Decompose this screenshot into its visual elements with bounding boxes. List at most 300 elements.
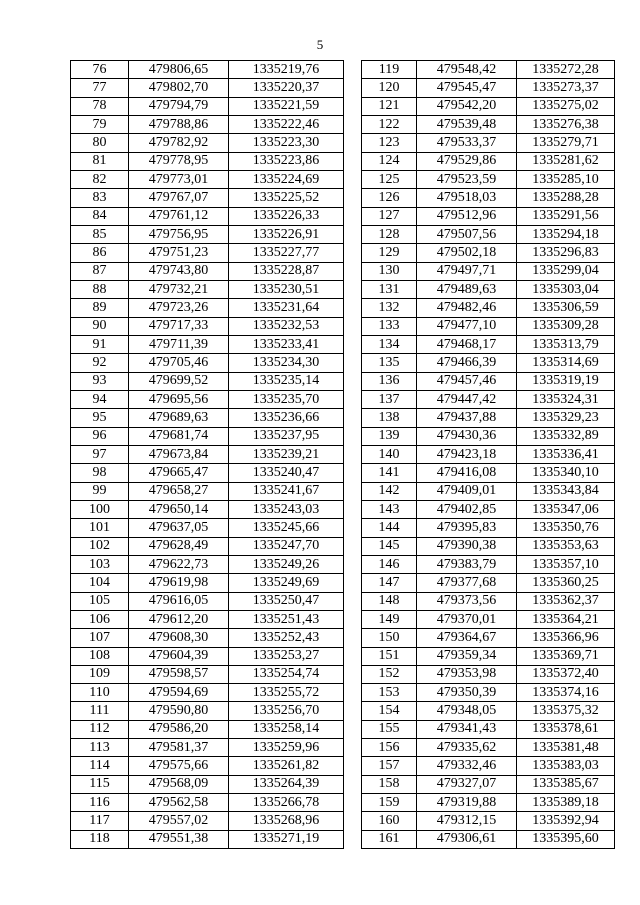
y-coordinate-cell: 1335360,25	[517, 574, 615, 592]
x-coordinate-cell: 479743,80	[129, 262, 229, 280]
point-number-cell: 131	[362, 280, 417, 298]
table-row	[71, 739, 344, 757]
table-row	[71, 115, 344, 133]
x-coordinate-cell: 479767,07	[129, 189, 229, 207]
y-coordinate-cell: 1335256,70	[229, 702, 344, 720]
point-number-cell: 118	[71, 830, 129, 848]
y-coordinate-cell: 1335275,02	[517, 97, 615, 115]
point-number-cell: 91	[71, 335, 129, 353]
point-number-cell: 145	[362, 537, 417, 555]
x-coordinate-cell: 479557,02	[129, 812, 229, 830]
y-coordinate-cell: 1335303,04	[517, 280, 615, 298]
x-coordinate-cell: 479482,46	[417, 299, 517, 317]
point-number-cell: 143	[362, 500, 417, 518]
x-coordinate-cell: 479650,14	[129, 500, 229, 518]
y-coordinate-cell: 1335236,66	[229, 409, 344, 427]
table-row	[362, 592, 615, 610]
y-coordinate-cell: 1335261,82	[229, 757, 344, 775]
table-row	[71, 684, 344, 702]
x-coordinate-cell: 479594,69	[129, 684, 229, 702]
table-row	[362, 244, 615, 262]
point-number-cell: 155	[362, 720, 417, 738]
point-number-cell: 132	[362, 299, 417, 317]
point-number-cell: 120	[362, 79, 417, 97]
table-row	[362, 739, 615, 757]
y-coordinate-cell: 1335231,64	[229, 299, 344, 317]
x-coordinate-cell: 479732,21	[129, 280, 229, 298]
x-coordinate-cell: 479437,88	[417, 409, 517, 427]
y-coordinate-cell: 1335336,41	[517, 445, 615, 463]
y-coordinate-cell: 1335230,51	[229, 280, 344, 298]
point-number-cell: 94	[71, 390, 129, 408]
y-coordinate-cell: 1335222,46	[229, 115, 344, 133]
point-number-cell: 102	[71, 537, 129, 555]
y-coordinate-cell: 1335281,62	[517, 152, 615, 170]
point-number-cell: 81	[71, 152, 129, 170]
y-coordinate-cell: 1335234,30	[229, 354, 344, 372]
table-row	[362, 555, 615, 573]
x-coordinate-cell: 479373,56	[417, 592, 517, 610]
table-row	[362, 464, 615, 482]
y-coordinate-cell: 1335329,23	[517, 409, 615, 427]
y-coordinate-cell: 1335375,32	[517, 702, 615, 720]
point-number-cell: 134	[362, 335, 417, 353]
y-coordinate-cell: 1335249,26	[229, 555, 344, 573]
x-coordinate-cell: 479628,49	[129, 537, 229, 555]
y-coordinate-cell: 1335239,21	[229, 445, 344, 463]
table-row	[362, 647, 615, 665]
y-coordinate-cell: 1335223,86	[229, 152, 344, 170]
point-number-cell: 148	[362, 592, 417, 610]
point-number-cell: 138	[362, 409, 417, 427]
table-row	[71, 830, 344, 848]
y-coordinate-cell: 1335243,03	[229, 500, 344, 518]
x-coordinate-cell: 479637,05	[129, 519, 229, 537]
y-coordinate-cell: 1335249,69	[229, 574, 344, 592]
x-coordinate-cell: 479539,48	[417, 115, 517, 133]
table-row	[362, 372, 615, 390]
table-row	[362, 299, 615, 317]
x-coordinate-cell: 479395,83	[417, 519, 517, 537]
table-row	[71, 482, 344, 500]
x-coordinate-cell: 479468,17	[417, 335, 517, 353]
point-number-cell: 107	[71, 629, 129, 647]
y-coordinate-cell: 1335279,71	[517, 134, 615, 152]
point-number-cell: 90	[71, 317, 129, 335]
y-coordinate-cell: 1335362,37	[517, 592, 615, 610]
y-coordinate-cell: 1335350,76	[517, 519, 615, 537]
y-coordinate-cell: 1335254,74	[229, 665, 344, 683]
x-coordinate-cell: 479390,38	[417, 537, 517, 555]
point-number-cell: 147	[362, 574, 417, 592]
point-number-cell: 97	[71, 445, 129, 463]
x-coordinate-cell: 479512,96	[417, 207, 517, 225]
x-coordinate-cell: 479695,56	[129, 390, 229, 408]
x-coordinate-cell: 479489,63	[417, 280, 517, 298]
table-row	[71, 519, 344, 537]
x-coordinate-cell: 479782,92	[129, 134, 229, 152]
point-number-cell: 116	[71, 794, 129, 812]
table-row	[71, 244, 344, 262]
table-row	[362, 189, 615, 207]
table-row	[71, 665, 344, 683]
table-row	[71, 445, 344, 463]
x-coordinate-cell: 479598,57	[129, 665, 229, 683]
table-row	[71, 134, 344, 152]
coordinates-table-right	[361, 60, 615, 849]
x-coordinate-cell: 479751,23	[129, 244, 229, 262]
y-coordinate-cell: 1335314,69	[517, 354, 615, 372]
y-coordinate-cell: 1335226,33	[229, 207, 344, 225]
table-row	[71, 464, 344, 482]
x-coordinate-cell: 479533,37	[417, 134, 517, 152]
point-number-cell: 86	[71, 244, 129, 262]
x-coordinate-cell: 479711,39	[129, 335, 229, 353]
x-coordinate-cell: 479353,98	[417, 665, 517, 683]
y-coordinate-cell: 1335251,43	[229, 610, 344, 628]
table-row	[362, 317, 615, 335]
point-number-cell: 105	[71, 592, 129, 610]
point-number-cell: 99	[71, 482, 129, 500]
y-coordinate-cell: 1335372,40	[517, 665, 615, 683]
point-number-cell: 161	[362, 830, 417, 848]
table-row	[71, 354, 344, 372]
y-coordinate-cell: 1335392,94	[517, 812, 615, 830]
point-number-cell: 110	[71, 684, 129, 702]
point-number-cell: 119	[362, 61, 417, 79]
table-row	[71, 79, 344, 97]
y-coordinate-cell: 1335353,63	[517, 537, 615, 555]
point-number-cell: 137	[362, 390, 417, 408]
point-number-cell: 125	[362, 170, 417, 188]
x-coordinate-cell: 479370,01	[417, 610, 517, 628]
table-row	[71, 299, 344, 317]
x-coordinate-cell: 479383,79	[417, 555, 517, 573]
table-row	[71, 555, 344, 573]
table-row	[362, 134, 615, 152]
coordinates-table-left	[70, 60, 344, 849]
x-coordinate-cell: 479802,70	[129, 79, 229, 97]
point-number-cell: 95	[71, 409, 129, 427]
x-coordinate-cell: 479568,09	[129, 775, 229, 793]
x-coordinate-cell: 479717,33	[129, 317, 229, 335]
table-row	[71, 317, 344, 335]
table-row	[362, 830, 615, 848]
y-coordinate-cell: 1335383,03	[517, 757, 615, 775]
table-row	[71, 280, 344, 298]
x-coordinate-cell: 479377,68	[417, 574, 517, 592]
x-coordinate-cell: 479518,03	[417, 189, 517, 207]
table-row	[362, 665, 615, 683]
y-coordinate-cell: 1335343,84	[517, 482, 615, 500]
point-number-cell: 92	[71, 354, 129, 372]
table-row	[71, 390, 344, 408]
x-coordinate-cell: 479332,46	[417, 757, 517, 775]
y-coordinate-cell: 1335227,77	[229, 244, 344, 262]
x-coordinate-cell: 479466,39	[417, 354, 517, 372]
y-coordinate-cell: 1335296,83	[517, 244, 615, 262]
table-row	[362, 97, 615, 115]
y-coordinate-cell: 1335291,56	[517, 207, 615, 225]
point-number-cell: 157	[362, 757, 417, 775]
y-coordinate-cell: 1335247,70	[229, 537, 344, 555]
page-number: 5	[316, 37, 324, 52]
point-number-cell: 142	[362, 482, 417, 500]
x-coordinate-cell: 479542,20	[417, 97, 517, 115]
table-row	[71, 427, 344, 445]
y-coordinate-cell: 1335324,31	[517, 390, 615, 408]
y-coordinate-cell: 1335271,19	[229, 830, 344, 848]
table-row	[362, 702, 615, 720]
table-row	[362, 610, 615, 628]
table-row	[71, 574, 344, 592]
table-row	[71, 225, 344, 243]
x-coordinate-cell: 479778,95	[129, 152, 229, 170]
point-number-cell: 115	[71, 775, 129, 793]
table-row	[362, 500, 615, 518]
table-row	[71, 61, 344, 79]
point-number-cell: 89	[71, 299, 129, 317]
point-number-cell: 158	[362, 775, 417, 793]
x-coordinate-cell: 479430,36	[417, 427, 517, 445]
y-coordinate-cell: 1335299,04	[517, 262, 615, 280]
x-coordinate-cell: 479788,86	[129, 115, 229, 133]
x-coordinate-cell: 479619,98	[129, 574, 229, 592]
y-coordinate-cell: 1335252,43	[229, 629, 344, 647]
point-number-cell: 151	[362, 647, 417, 665]
table-row	[362, 152, 615, 170]
y-coordinate-cell: 1335381,48	[517, 739, 615, 757]
point-number-cell: 104	[71, 574, 129, 592]
x-coordinate-cell: 479581,37	[129, 739, 229, 757]
table-row	[71, 757, 344, 775]
y-coordinate-cell: 1335237,95	[229, 427, 344, 445]
y-coordinate-cell: 1335306,59	[517, 299, 615, 317]
point-number-cell: 93	[71, 372, 129, 390]
point-number-cell: 154	[362, 702, 417, 720]
x-coordinate-cell: 479616,05	[129, 592, 229, 610]
x-coordinate-cell: 479773,01	[129, 170, 229, 188]
point-number-cell: 129	[362, 244, 417, 262]
table-row	[362, 115, 615, 133]
y-coordinate-cell: 1335309,28	[517, 317, 615, 335]
y-coordinate-cell: 1335232,53	[229, 317, 344, 335]
point-number-cell: 109	[71, 665, 129, 683]
point-number-cell: 160	[362, 812, 417, 830]
point-number-cell: 130	[362, 262, 417, 280]
y-coordinate-cell: 1335272,28	[517, 61, 615, 79]
table-row	[362, 519, 615, 537]
y-coordinate-cell: 1335319,19	[517, 372, 615, 390]
y-coordinate-cell: 1335285,10	[517, 170, 615, 188]
y-coordinate-cell: 1335288,28	[517, 189, 615, 207]
y-coordinate-cell: 1335235,70	[229, 390, 344, 408]
table-row	[362, 409, 615, 427]
y-coordinate-cell: 1335340,10	[517, 464, 615, 482]
y-coordinate-cell: 1335273,37	[517, 79, 615, 97]
y-coordinate-cell: 1335220,37	[229, 79, 344, 97]
table-row	[71, 97, 344, 115]
point-number-cell: 159	[362, 794, 417, 812]
y-coordinate-cell: 1335240,47	[229, 464, 344, 482]
x-coordinate-cell: 479502,18	[417, 244, 517, 262]
table-row	[71, 537, 344, 555]
point-number-cell: 100	[71, 500, 129, 518]
y-coordinate-cell: 1335255,72	[229, 684, 344, 702]
x-coordinate-cell: 479612,20	[129, 610, 229, 628]
point-number-cell: 112	[71, 720, 129, 738]
y-coordinate-cell: 1335223,30	[229, 134, 344, 152]
table-row	[71, 262, 344, 280]
point-number-cell: 77	[71, 79, 129, 97]
y-coordinate-cell: 1335268,96	[229, 812, 344, 830]
y-coordinate-cell: 1335374,16	[517, 684, 615, 702]
coordinates-table-left-body	[71, 61, 344, 849]
x-coordinate-cell: 479622,73	[129, 555, 229, 573]
point-number-cell: 78	[71, 97, 129, 115]
point-number-cell: 152	[362, 665, 417, 683]
table-row	[362, 629, 615, 647]
table-row	[362, 207, 615, 225]
point-number-cell: 103	[71, 555, 129, 573]
point-number-cell: 144	[362, 519, 417, 537]
point-number-cell: 83	[71, 189, 129, 207]
table-row	[71, 409, 344, 427]
point-number-cell: 140	[362, 445, 417, 463]
table-row	[71, 812, 344, 830]
point-number-cell: 126	[362, 189, 417, 207]
y-coordinate-cell: 1335226,91	[229, 225, 344, 243]
point-number-cell: 141	[362, 464, 417, 482]
table-row	[71, 702, 344, 720]
x-coordinate-cell: 479590,80	[129, 702, 229, 720]
x-coordinate-cell: 479341,43	[417, 720, 517, 738]
point-number-cell: 136	[362, 372, 417, 390]
point-number-cell: 76	[71, 61, 129, 79]
y-coordinate-cell: 1335313,79	[517, 335, 615, 353]
x-coordinate-cell: 479806,65	[129, 61, 229, 79]
point-number-cell: 82	[71, 170, 129, 188]
y-coordinate-cell: 1335221,59	[229, 97, 344, 115]
table-row	[362, 794, 615, 812]
x-coordinate-cell: 479551,38	[129, 830, 229, 848]
point-number-cell: 113	[71, 739, 129, 757]
table-row	[71, 775, 344, 793]
x-coordinate-cell: 479705,46	[129, 354, 229, 372]
x-coordinate-cell: 479327,07	[417, 775, 517, 793]
point-number-cell: 149	[362, 610, 417, 628]
y-coordinate-cell: 1335332,89	[517, 427, 615, 445]
x-coordinate-cell: 479723,26	[129, 299, 229, 317]
point-number-cell: 101	[71, 519, 129, 537]
y-coordinate-cell: 1335219,76	[229, 61, 344, 79]
table-row	[71, 720, 344, 738]
x-coordinate-cell: 479523,59	[417, 170, 517, 188]
point-number-cell: 80	[71, 134, 129, 152]
table-row	[71, 610, 344, 628]
table-row	[362, 61, 615, 79]
y-coordinate-cell: 1335366,96	[517, 629, 615, 647]
point-number-cell: 117	[71, 812, 129, 830]
x-coordinate-cell: 479402,85	[417, 500, 517, 518]
y-coordinate-cell: 1335253,27	[229, 647, 344, 665]
x-coordinate-cell: 479497,71	[417, 262, 517, 280]
table-row	[71, 170, 344, 188]
coordinates-table-right-body	[362, 61, 615, 849]
point-number-cell: 79	[71, 115, 129, 133]
point-number-cell: 146	[362, 555, 417, 573]
point-number-cell: 96	[71, 427, 129, 445]
point-number-cell: 128	[362, 225, 417, 243]
point-number-cell: 88	[71, 280, 129, 298]
y-coordinate-cell: 1335235,14	[229, 372, 344, 390]
table-row	[362, 225, 615, 243]
table-row	[362, 537, 615, 555]
point-number-cell: 121	[362, 97, 417, 115]
table-row	[362, 335, 615, 353]
y-coordinate-cell: 1335389,18	[517, 794, 615, 812]
x-coordinate-cell: 479312,15	[417, 812, 517, 830]
y-coordinate-cell: 1335225,52	[229, 189, 344, 207]
x-coordinate-cell: 479409,01	[417, 482, 517, 500]
table-row	[362, 757, 615, 775]
table-row	[362, 684, 615, 702]
x-coordinate-cell: 479681,74	[129, 427, 229, 445]
table-row	[362, 170, 615, 188]
x-coordinate-cell: 479350,39	[417, 684, 517, 702]
y-coordinate-cell: 1335259,96	[229, 739, 344, 757]
table-row	[362, 482, 615, 500]
x-coordinate-cell: 479359,34	[417, 647, 517, 665]
x-coordinate-cell: 479548,42	[417, 61, 517, 79]
x-coordinate-cell: 479416,08	[417, 464, 517, 482]
table-row	[362, 280, 615, 298]
table-row	[71, 335, 344, 353]
point-number-cell: 150	[362, 629, 417, 647]
table-row	[71, 629, 344, 647]
y-coordinate-cell: 1335347,06	[517, 500, 615, 518]
x-coordinate-cell: 479665,47	[129, 464, 229, 482]
table-row	[71, 647, 344, 665]
y-coordinate-cell: 1335245,66	[229, 519, 344, 537]
table-row	[362, 775, 615, 793]
x-coordinate-cell: 479658,27	[129, 482, 229, 500]
x-coordinate-cell: 479447,42	[417, 390, 517, 408]
table-row	[71, 592, 344, 610]
point-number-cell: 135	[362, 354, 417, 372]
x-coordinate-cell: 479306,61	[417, 830, 517, 848]
point-number-cell: 127	[362, 207, 417, 225]
x-coordinate-cell: 479529,86	[417, 152, 517, 170]
point-number-cell: 139	[362, 427, 417, 445]
point-number-cell: 108	[71, 647, 129, 665]
x-coordinate-cell: 479364,67	[417, 629, 517, 647]
point-number-cell: 124	[362, 152, 417, 170]
x-coordinate-cell: 479319,88	[417, 794, 517, 812]
table-row	[362, 354, 615, 372]
x-coordinate-cell: 479756,95	[129, 225, 229, 243]
point-number-cell: 114	[71, 757, 129, 775]
x-coordinate-cell: 479507,56	[417, 225, 517, 243]
x-coordinate-cell: 479673,84	[129, 445, 229, 463]
point-number-cell: 98	[71, 464, 129, 482]
point-number-cell: 84	[71, 207, 129, 225]
y-coordinate-cell: 1335266,78	[229, 794, 344, 812]
y-coordinate-cell: 1335241,67	[229, 482, 344, 500]
point-number-cell: 153	[362, 684, 417, 702]
table-row	[362, 427, 615, 445]
x-coordinate-cell: 479608,30	[129, 629, 229, 647]
